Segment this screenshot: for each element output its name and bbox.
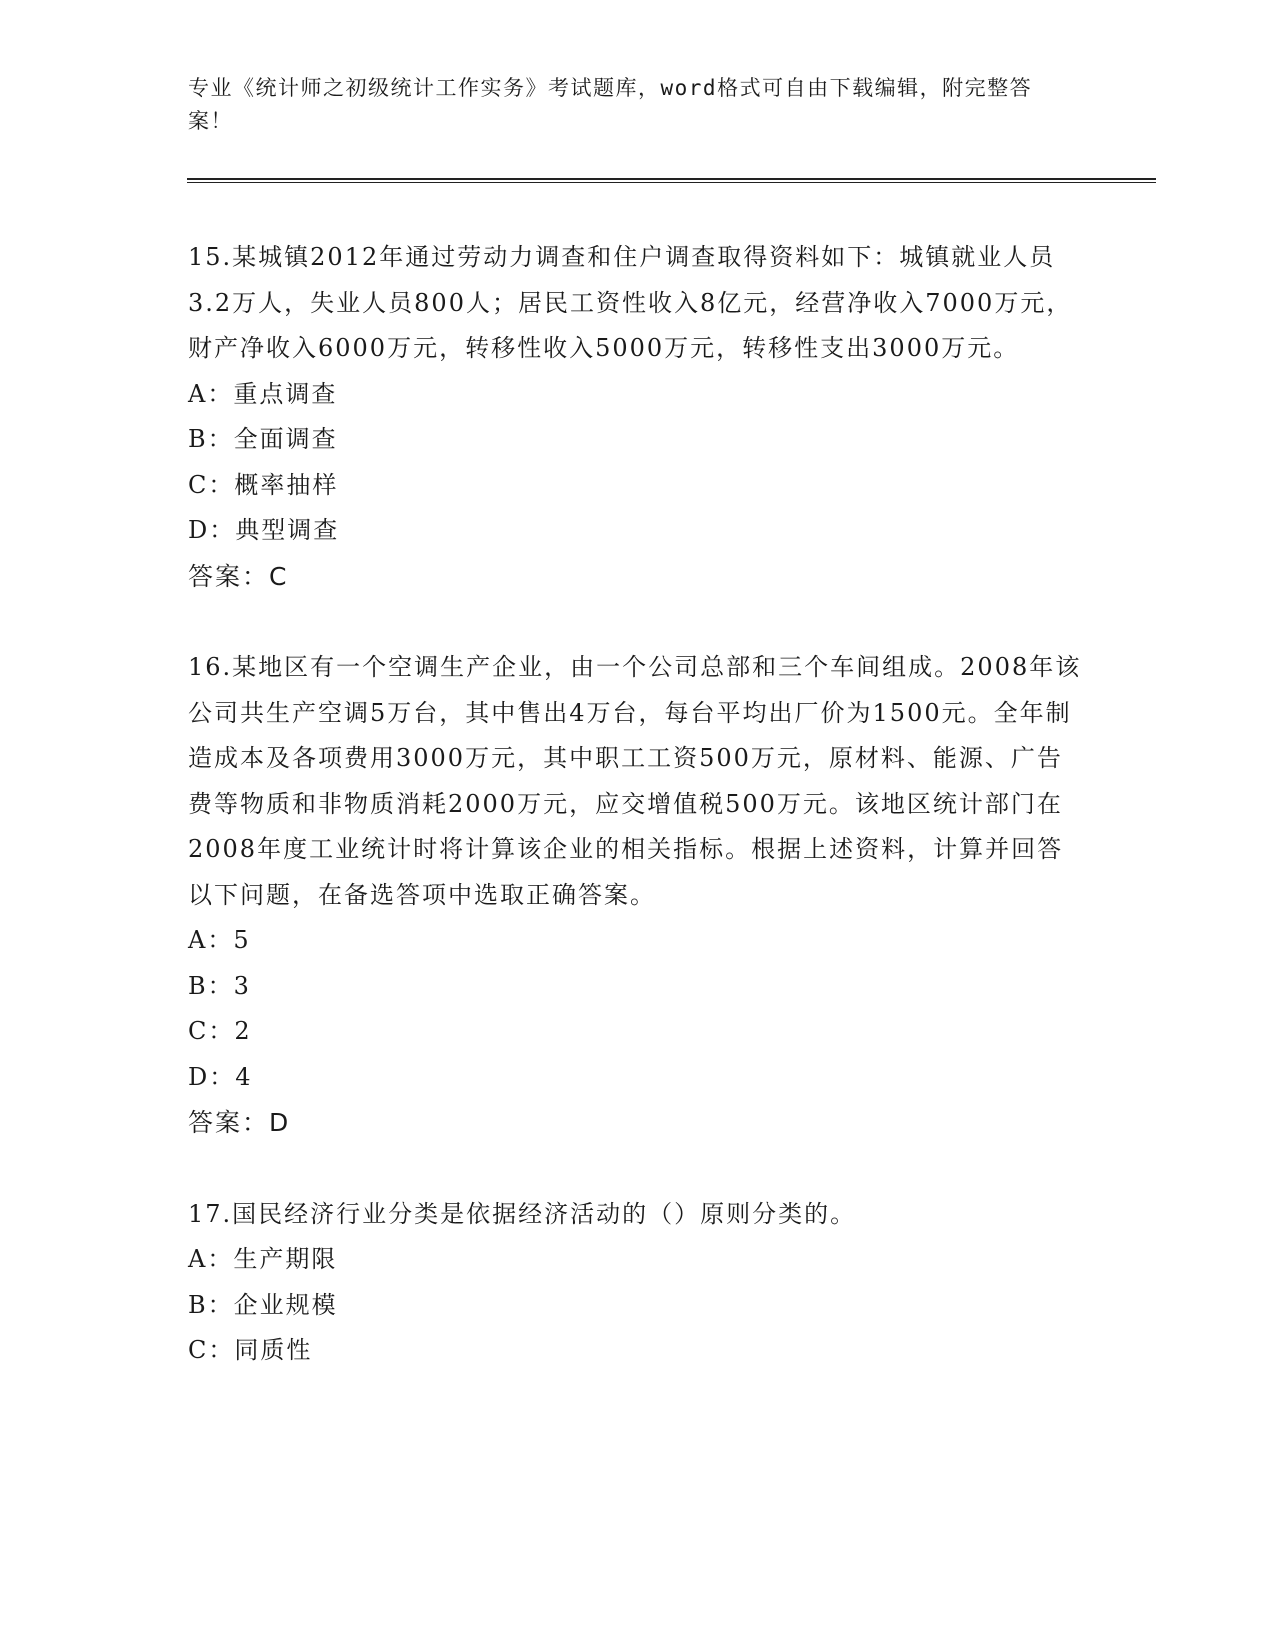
- question-17: [188, 1192, 1088, 1374]
- option-d: D：4: [188, 1062, 253, 1091]
- option-c: C：概率抽样: [188, 470, 339, 499]
- option-b: B：3: [188, 971, 251, 1000]
- header-divider-thin: [187, 182, 1156, 183]
- option-c: C：2: [188, 1017, 252, 1045]
- question-spacer: [188, 599, 1088, 645]
- header-divider: [187, 178, 1156, 180]
- question-15: [188, 235, 1088, 599]
- option-b: B：全面调查: [188, 425, 338, 453]
- option-d: D：典型调查: [188, 516, 340, 544]
- question-list: [188, 235, 1088, 1374]
- question-stem: 16.某地区有一个空调生产企业，由一个公司总部和三个车间组成。2008年该公司共生产空调5万台，其中售出4万台，每台平均出厂价为1500元。全年制造成本及各项费用3000万元，其中职工工资500万元，原材料、能源、广告费等物质和非物质消耗2000万元，应交增值税500万元。该地区统计部门在2008年度工业统计时将计算该企业的相关指标。根据上述资料，计算并回答以下问题，在备选答项中选取正确答案。: [188, 653, 1082, 909]
- answer-line: 答案：C: [188, 561, 289, 591]
- question-16: [188, 645, 1088, 1146]
- option-a: A：5: [188, 926, 251, 954]
- document-intro: 专业《统计师之初级统计工作实务》考试题库，word格式可自由下载编辑，附完整答案！: [188, 76, 1033, 133]
- question-spacer: [188, 1146, 1088, 1192]
- option-a: A：重点调查: [188, 379, 338, 408]
- option-b: B：企业规模: [188, 1290, 338, 1319]
- option-c: C：同质性: [188, 1336, 313, 1364]
- option-a: A：生产期限: [188, 1245, 338, 1273]
- answer-line: 答案：D: [188, 1108, 291, 1137]
- question-stem: 17.国民经济行业分类是依据经济活动的（）原则分类的。: [188, 1199, 857, 1228]
- question-stem: 15.某城镇2012年通过劳动力调查和住户调查取得资料如下：城镇就业人员3.2万人，失业人员800人；居民工资性收入8亿元，经营净收入7000万元，财产净收入6000万元，转移性收入5000万元，转移性支出3000万元。: [188, 243, 1073, 362]
